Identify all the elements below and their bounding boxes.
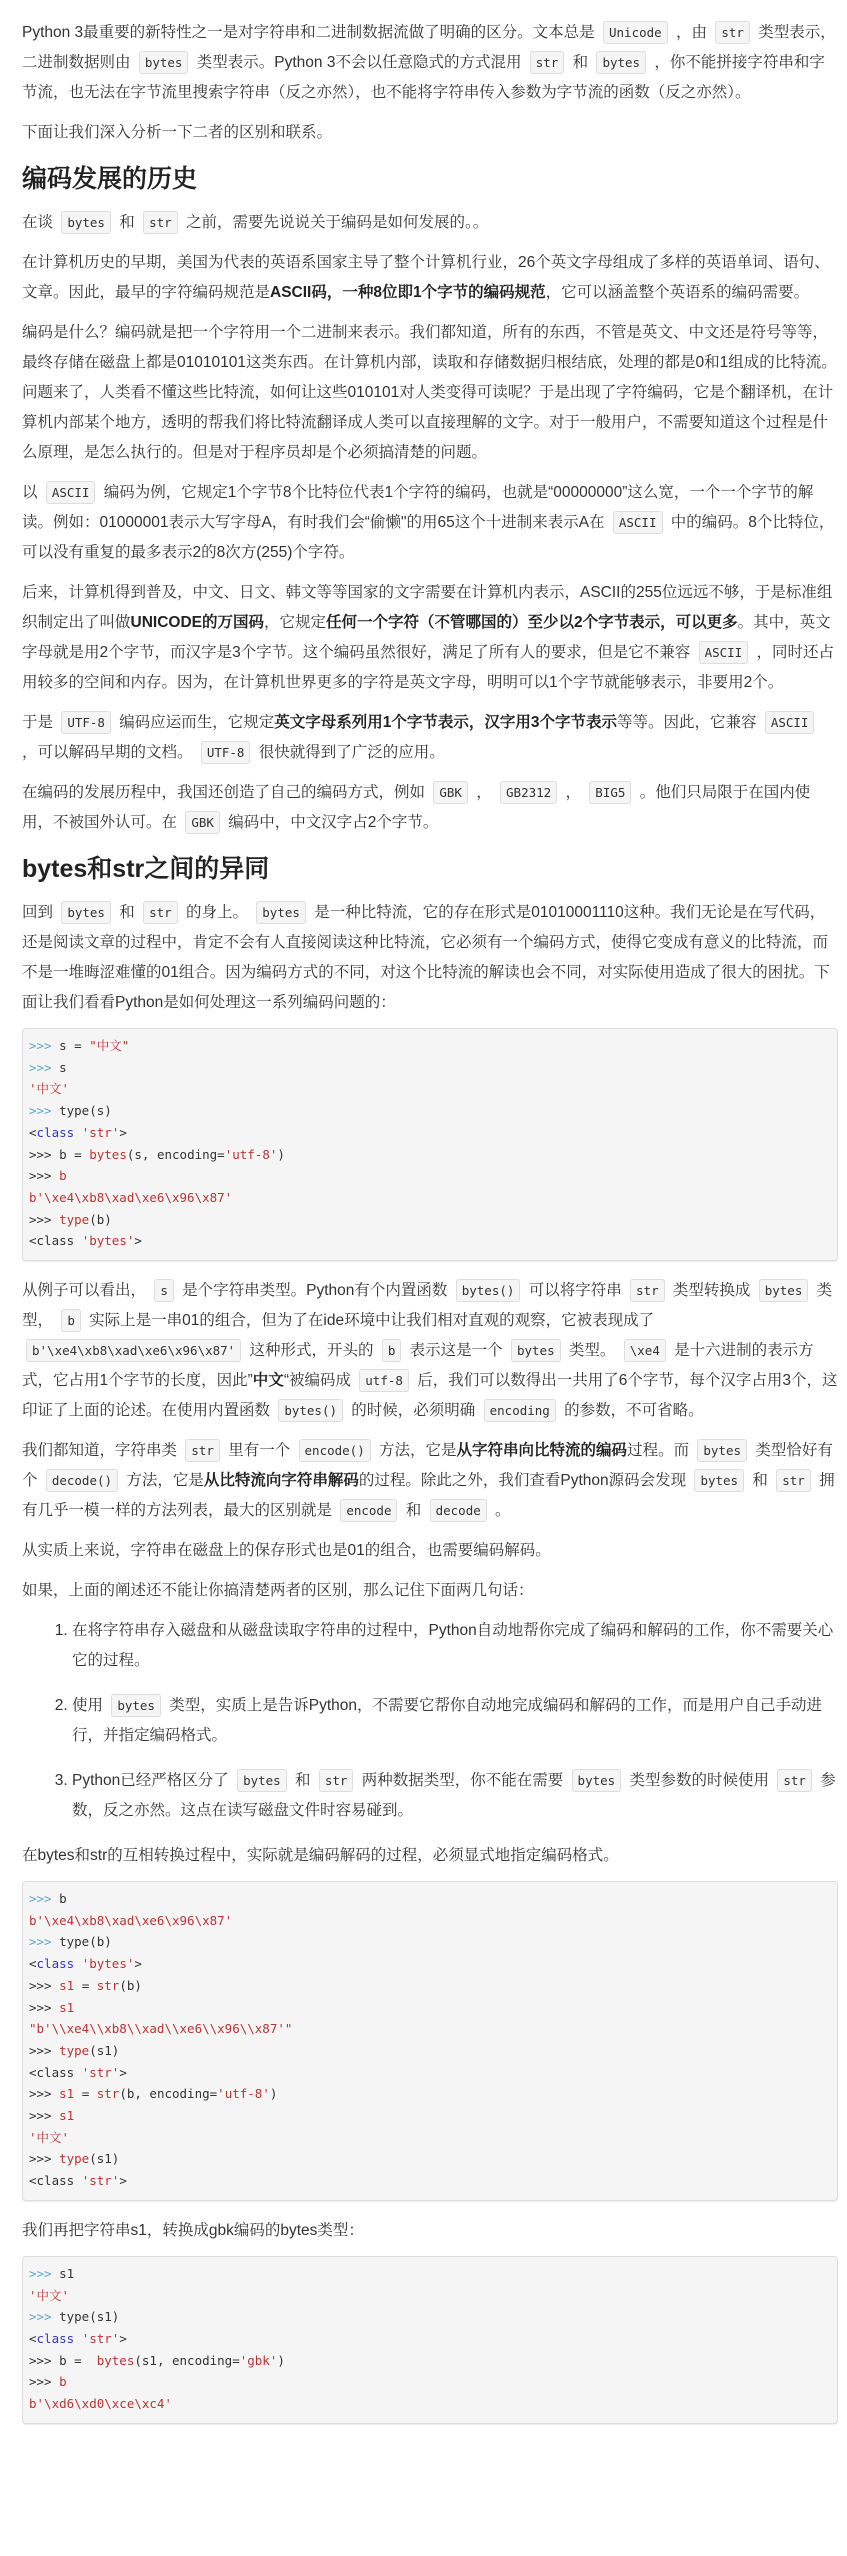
text-run: 表示这是一个 bbox=[405, 1342, 507, 1360]
text-run: 和 bbox=[114, 214, 140, 231]
text-run: 之前，需要先说说关于编码是如何发展的。。 bbox=[181, 214, 489, 231]
inline-code: str bbox=[630, 1279, 665, 1302]
code-line bbox=[29, 1144, 831, 1166]
code-token: s1 bbox=[59, 1999, 75, 2015]
paragraph bbox=[22, 1436, 838, 1526]
ordered-list bbox=[22, 1616, 838, 1826]
code-block bbox=[22, 1881, 838, 2201]
bold-text: 从字符串向比特流的编码 bbox=[456, 1442, 628, 1460]
code-token: > bbox=[119, 2064, 127, 2080]
text-run: 类型参数的时候使用 bbox=[625, 1772, 774, 1790]
code-token: >>> bbox=[29, 2086, 60, 2102]
inline-code: str bbox=[185, 1439, 220, 1462]
inline-code: bytes() bbox=[456, 1279, 521, 1302]
code-token: < bbox=[29, 1956, 37, 1972]
code-token bbox=[74, 1956, 82, 1971]
code-token: '中文' bbox=[29, 1081, 70, 1097]
text-run: 和 bbox=[290, 1772, 315, 1790]
code-token: >>> bbox=[29, 1934, 60, 1950]
text-run: 和 bbox=[748, 1472, 773, 1490]
text-run: 这种形式，开头的 bbox=[245, 1342, 378, 1360]
bold-text: 从比特流向字符串解码 bbox=[203, 1472, 359, 1490]
inline-code: bytes bbox=[697, 1439, 747, 1462]
inline-code: bytes bbox=[759, 1279, 809, 1302]
text-run: Python 3最重要的新特性之一是对字符串和二进制数据流做了明确的区分。文本总是 bbox=[22, 24, 599, 41]
inline-code: bytes bbox=[111, 1694, 161, 1717]
code-line bbox=[29, 1910, 831, 1932]
text-run: 编码应运而生，它规定 bbox=[114, 714, 275, 731]
code-token: type bbox=[59, 1211, 90, 1227]
text-run: 类型， bbox=[22, 1282, 833, 1330]
paragraph bbox=[22, 248, 838, 308]
code-token bbox=[74, 1125, 82, 1140]
code-line bbox=[29, 2285, 831, 2307]
text-run: 编码中，中文汉字占2个字节。 bbox=[223, 814, 439, 831]
code-line bbox=[29, 2170, 831, 2192]
inline-code: bytes bbox=[61, 901, 111, 924]
code-token: >>> bbox=[29, 1977, 60, 1993]
paragraph bbox=[22, 708, 838, 768]
code-line bbox=[29, 1078, 831, 1100]
inline-code: s bbox=[154, 1279, 174, 1302]
code-token: > bbox=[119, 1124, 127, 1140]
code-token: >>> bbox=[29, 2042, 60, 2058]
paragraph bbox=[22, 318, 838, 468]
code-line bbox=[29, 2105, 831, 2127]
code-token: ) bbox=[277, 2352, 285, 2368]
inline-code: ASCII bbox=[46, 481, 96, 504]
text-run: 如果，上面的阐述还不能让你搞清楚两者的区别，那么记住下面两几句话： bbox=[22, 1582, 534, 1600]
code-token: class bbox=[36, 1124, 75, 1140]
code-token: s bbox=[59, 1059, 67, 1075]
code-line bbox=[29, 2306, 831, 2328]
code-token: >>> bbox=[29, 1103, 60, 1119]
code-token: 'str' bbox=[81, 1124, 120, 1140]
paragraph bbox=[22, 1841, 838, 1871]
text-run: 类型转换成 bbox=[668, 1282, 755, 1300]
inline-code: ASCII bbox=[699, 641, 749, 664]
inline-code: ASCII bbox=[765, 711, 815, 734]
inline-code: bytes bbox=[572, 1769, 622, 1792]
code-token: str bbox=[96, 2086, 120, 2102]
code-block bbox=[22, 2256, 838, 2424]
inline-code: bytes bbox=[61, 211, 111, 234]
code-token: class bbox=[36, 2330, 75, 2346]
code-token: "中文" bbox=[89, 1038, 130, 1053]
code-token: b bbox=[59, 2374, 67, 2390]
code-token: >>> bbox=[29, 1059, 60, 1075]
code-token: b bbox=[59, 1168, 67, 1184]
code-token: >>> bbox=[29, 2108, 60, 2124]
text-run: 使用 bbox=[72, 1697, 108, 1715]
paragraph bbox=[22, 118, 838, 148]
code-line bbox=[29, 1187, 831, 1209]
code-token: 'str' bbox=[81, 2173, 120, 2189]
text-run: 类型表示。Python 3不会以任意隐式的方式混用 bbox=[192, 54, 526, 71]
code-token: > bbox=[119, 2330, 127, 2346]
inline-code: ASCII bbox=[613, 511, 663, 534]
text-run: Python已经严格区分了 bbox=[72, 1772, 234, 1790]
code-token: b bbox=[59, 1891, 67, 1907]
code-line bbox=[29, 1997, 831, 2019]
text-run: 类型。 bbox=[564, 1342, 620, 1360]
code-token: b'\xe4\xb8\xad\xe6\x96\x87' bbox=[29, 1912, 233, 1928]
inline-code: GBK bbox=[185, 811, 220, 834]
code-token: < bbox=[29, 1124, 37, 1140]
code-token: >>> bbox=[29, 1211, 60, 1227]
code-token: 'bytes' bbox=[81, 1956, 135, 1972]
inline-code: str bbox=[143, 901, 178, 924]
inline-code: str bbox=[530, 51, 565, 74]
inline-code: encode bbox=[340, 1499, 397, 1522]
code-line bbox=[29, 1230, 831, 1252]
text-run: 于是 bbox=[22, 714, 58, 731]
inline-code: bytes bbox=[694, 1469, 744, 1492]
code-token: > bbox=[119, 2173, 127, 2189]
text-run: 可以将字符串 bbox=[524, 1282, 627, 1300]
code-token: >>> bbox=[29, 1891, 60, 1907]
bold-text: UNICODE的万国码 bbox=[130, 614, 264, 631]
text-run: 编码为例，它规定1个字节8个比特位代表1个字符的编码，也就是“00000000”这么宽，一个一个字节的解读。例如：01000001表示大写字母A，有时我们会“偷懒"的用65这个十进制来表示A在 bbox=[22, 484, 814, 531]
code-token: 'str' bbox=[81, 2330, 120, 2346]
paragraph bbox=[22, 18, 838, 108]
code-token: 'bytes' bbox=[81, 1233, 135, 1249]
text-run: 回到 bbox=[22, 904, 58, 921]
code-token: type(b) bbox=[59, 1934, 112, 1950]
code-token: <class bbox=[29, 1233, 82, 1249]
code-token: s = bbox=[59, 1038, 90, 1053]
bold-text: 英文字母系列用1个字节表示，汉字用3个字节表示 bbox=[274, 714, 618, 731]
inline-code: Unicode bbox=[603, 21, 668, 44]
code-token: <class bbox=[29, 2173, 82, 2189]
inline-code: b bbox=[382, 1339, 402, 1362]
paragraph bbox=[22, 778, 838, 838]
code-block bbox=[22, 1028, 838, 1261]
text-run: 我们都知道，字符串类 bbox=[22, 1442, 182, 1460]
text-run: 在编码的发展历程中，我国还创造了自己的编码方式，例如 bbox=[22, 784, 430, 801]
text-run: 编码是什么？编码就是把一个字符用一个二进制来表示。我们都知道，所有的东西，不管是英文、中文还是符号等等，最终存储在磁盘上都是01010101这类东西。在计算机内部，读取和存储数据归根结底，处理的都是0和1组成的比特流。问题来了，人类看不懂这些比特流，如何让这些010101对人类变得可读呢？于是出现了字符编码，它是个翻译机，在计算机内部某个地方，透明的帮我们将比特流翻译成人类可以直接理解的文字。对于一般用户，不需要知道这个过程是什么原理，是怎么执行的。但是对于程序员却是个必须搞清楚的问题。 bbox=[22, 324, 837, 461]
code-token: ) bbox=[269, 2086, 278, 2102]
code-token: '中文' bbox=[29, 2287, 70, 2303]
code-line bbox=[29, 1165, 831, 1187]
text-run: ， bbox=[561, 784, 586, 801]
code-token: >>> b = bbox=[29, 1146, 90, 1162]
inline-code: decode() bbox=[46, 1469, 118, 1492]
code-line bbox=[29, 2263, 831, 2285]
code-line bbox=[29, 1209, 831, 1231]
inline-code: decode bbox=[430, 1499, 487, 1522]
paragraph bbox=[22, 478, 838, 568]
text-run: 是十六进制的表示方式，它占用1个字节的长度，因此” bbox=[22, 1342, 814, 1390]
paragraph bbox=[22, 2216, 838, 2246]
bold-text: ASCII码，一种8位即1个字节的编码规范 bbox=[270, 284, 546, 301]
text-run: 等等。因此，它兼容 bbox=[617, 714, 761, 731]
code-token: > bbox=[134, 1233, 142, 1249]
text-run: ，它可以涵盖整个英语系的编码需要。 bbox=[545, 284, 810, 301]
text-run: 在bytes和str的互相转换过程中，实际就是编码解码的过程，必须显式地指定编码格式。 bbox=[22, 1847, 619, 1865]
inline-code: b bbox=[61, 1309, 81, 1332]
inline-code: bytes bbox=[237, 1769, 287, 1792]
text-run: 的时候，必须明确 bbox=[347, 1402, 480, 1420]
code-line bbox=[29, 2083, 831, 2105]
text-run: ，你不能拼接字符串和字节流，也无法在字节流里搜索字符串（反之亦然），也不能将字符串传入参数为字节流的函数（反之亦然）。 bbox=[22, 54, 825, 101]
code-token: < bbox=[29, 2330, 37, 2346]
code-token: s1 bbox=[59, 2086, 75, 2102]
code-token: type(s) bbox=[59, 1103, 112, 1119]
code-token: bytes bbox=[96, 2352, 135, 2368]
code-token: (b, encoding= bbox=[119, 2086, 218, 2102]
text-run: 以 bbox=[22, 484, 42, 501]
text-run: 后，我们可以数得出一共用了6个字节，每个汉字占用3个，这印证了上面的论述。在使用内置函数 bbox=[22, 1372, 838, 1420]
code-line bbox=[29, 2393, 831, 2415]
text-run: ，由 bbox=[671, 24, 712, 41]
text-run: 两种数据类型，你不能在需要 bbox=[357, 1772, 568, 1790]
code-line bbox=[29, 2350, 831, 2372]
code-line bbox=[29, 2018, 831, 2040]
text-run: ， bbox=[471, 784, 497, 801]
code-line bbox=[29, 1931, 831, 1953]
text-run: 我们再把字符串s1，转换成gbk编码的bytes类型： bbox=[22, 2221, 364, 2239]
text-run: 过程。而 bbox=[627, 1442, 694, 1460]
list-item bbox=[72, 1616, 838, 1676]
text-run: 方法，它是 bbox=[374, 1442, 457, 1460]
code-token: b'\xe4\xb8\xad\xe6\x96\x87' bbox=[29, 1189, 233, 1205]
text-run: ，同时还占用较多的空间和内存。因为，在计算机世界更多的字符是英文字母，明明可以1个字节就能够表示，非要用2个。 bbox=[22, 644, 835, 691]
text-run: 。其中，英文字母就是用2个字节，而汉字是3个字节。这个编码虽然很好，满足了所有人的要求，但是它不兼容 bbox=[22, 614, 831, 661]
code-token: (s1, encoding= bbox=[134, 2352, 240, 2368]
text-run: 拥有几乎一模一样的方法列表，最大的区别就是 bbox=[22, 1472, 835, 1520]
code-token: 'utf-8' bbox=[224, 1146, 278, 1162]
text-run: ，它规定 bbox=[264, 614, 327, 631]
inline-code: GB2312 bbox=[500, 781, 557, 804]
code-line bbox=[29, 2148, 831, 2170]
text-run: 。他们只局限于在国内使用，不被国外认可。在 bbox=[22, 784, 811, 831]
paragraph bbox=[22, 578, 838, 698]
code-line bbox=[29, 1057, 831, 1079]
inline-code: bytes() bbox=[278, 1399, 343, 1422]
paragraph bbox=[22, 1536, 838, 1566]
text-run: 和 bbox=[401, 1502, 426, 1520]
text-run: 是个字符串类型。Python有个内置函数 bbox=[177, 1282, 452, 1300]
code-token bbox=[74, 2331, 82, 2346]
text-run: “被编码成 bbox=[283, 1372, 356, 1390]
paragraph bbox=[22, 898, 838, 1018]
code-line bbox=[29, 2127, 831, 2149]
inline-code: encoding bbox=[484, 1399, 556, 1422]
code-line bbox=[29, 2371, 831, 2393]
code-line bbox=[29, 2062, 831, 2084]
inline-code: UTF-8 bbox=[61, 711, 111, 734]
inline-code: b'\xe4\xb8\xad\xe6\x96\x87' bbox=[26, 1339, 241, 1362]
inline-code: str bbox=[319, 1769, 354, 1792]
code-token: type(s1) bbox=[59, 2309, 120, 2325]
inline-code: UTF-8 bbox=[201, 741, 251, 764]
text-run: 。 bbox=[490, 1502, 511, 1520]
inline-code: BIG5 bbox=[589, 781, 631, 804]
code-token: 'str' bbox=[81, 2064, 120, 2080]
code-token: str bbox=[96, 1977, 120, 1993]
text-run: 实际上是一串01的组合，但为了在ide环境中让我们相对直观的观察，它被表现成了 bbox=[84, 1312, 655, 1330]
paragraph bbox=[22, 1276, 838, 1426]
inline-code: str bbox=[715, 21, 750, 44]
inline-code: GBK bbox=[433, 781, 468, 804]
code-line bbox=[29, 1100, 831, 1122]
text-run: 在谈 bbox=[22, 214, 58, 231]
code-token: >>> bbox=[29, 1168, 60, 1184]
text-run: 类型恰好有个 bbox=[22, 1442, 833, 1490]
code-token: s1 bbox=[59, 2108, 75, 2124]
code-token: bytes bbox=[89, 1146, 127, 1162]
code-token: >>> bbox=[29, 2309, 60, 2325]
code-token: (b) bbox=[119, 1977, 142, 1993]
code-token: ) bbox=[277, 1146, 285, 1162]
list-item bbox=[72, 1691, 838, 1751]
bold-text: 任何一个字符（不管哪国的）至少以2个字节表示，可以更多 bbox=[326, 614, 738, 631]
inline-code: bytes bbox=[596, 51, 646, 74]
code-token: >>> bbox=[29, 2151, 60, 2167]
code-token: s1 bbox=[59, 2265, 75, 2281]
code-token: (s, encoding= bbox=[126, 1146, 225, 1162]
inline-code: str bbox=[776, 1469, 811, 1492]
text-run: 在将字符串存入磁盘和从磁盘读取字符串的过程中，Python自动地帮你完成了编码和解码的工作，你不需要关心它的过程。 bbox=[72, 1622, 834, 1670]
code-token: b'\xd6\xd0\xce\xc4' bbox=[29, 2396, 172, 2412]
text-run: 类型，实质上是告诉Python，不需要它帮你自动地完成编码和解码的工作，而是用户自己手动进行，并指定编码格式。 bbox=[72, 1697, 823, 1745]
code-token: > bbox=[134, 1956, 142, 1972]
code-line bbox=[29, 2040, 831, 2062]
paragraph bbox=[22, 208, 838, 238]
code-token: = bbox=[74, 1977, 97, 1993]
section-heading: bytes和str之间的异同 bbox=[22, 855, 270, 883]
code-line bbox=[29, 1035, 831, 1057]
code-line bbox=[29, 1975, 831, 1997]
code-token: "b'\\xe4\\xb8\\xad\\xe6\\x96\\x87'" bbox=[29, 2021, 293, 2037]
code-token: class bbox=[36, 1956, 75, 1972]
text-run: 参数，反之亦然。这点在读写磁盘文件时容易碰到。 bbox=[72, 1772, 836, 1820]
inline-code: str bbox=[777, 1769, 812, 1792]
text-run: 后来，计算机得到普及，中文、日文、韩文等等国家的文字需要在计算机内表示，ASCII的255位远远不够，于是标准组织制定出了叫做 bbox=[22, 584, 833, 631]
section-heading: 编码发展的历史 bbox=[22, 164, 198, 193]
text-run: 类型表示，二进制数据则由 bbox=[22, 24, 836, 71]
code-token: >>> bbox=[29, 2265, 60, 2281]
code-token: (b) bbox=[89, 1211, 112, 1227]
code-token: >>> bbox=[29, 1999, 60, 2015]
bold-text: 中文 bbox=[252, 1372, 284, 1390]
text-run: 下面让我们深入分析一下二者的区别和联系。 bbox=[22, 124, 333, 141]
text-run: 里有一个 bbox=[223, 1442, 295, 1460]
code-token: = bbox=[74, 2086, 97, 2102]
code-token: >>> b = bbox=[29, 2352, 97, 2368]
code-token: >>> bbox=[29, 2374, 60, 2390]
text-run: 是一种比特流，它的存在形式是01010001110这种。我们无论是在写代码，还是阅读文章的过程中，肯定不会有人直接阅读这种比特流，它必须有一个编码方式，使得它变成有意义的比特流，而不是一堆晦涩难懂的01组合。因为编码方式的不同，对这个比特流的解读也会不同，对实际使用造成了很大的困扰。下面让我们看看Python是如何处理这一系列编码问题的： bbox=[22, 904, 830, 1011]
code-token: <class bbox=[29, 2064, 82, 2080]
text-run: 从实质上来说，字符串在磁盘上的保存形式也是01的组合，也需要编码解码。 bbox=[22, 1542, 551, 1560]
text-run: 从例子可以看出， bbox=[22, 1282, 151, 1300]
list-item bbox=[72, 1766, 838, 1826]
text-run: 在计算机历史的早期，美国为代表的英语系国家主导了整个计算机行业，26个英文字母组成了多样的英语单词、语句、文章。因此，最早的字符编码规范是 bbox=[22, 254, 830, 301]
code-token: type bbox=[59, 2151, 90, 2167]
code-line bbox=[29, 2328, 831, 2350]
inline-code: bytes bbox=[139, 51, 189, 74]
code-token: 'gbk' bbox=[239, 2352, 278, 2368]
code-line bbox=[29, 1122, 831, 1144]
text-run: 方法，它是 bbox=[122, 1472, 204, 1490]
inline-code: utf-8 bbox=[359, 1369, 409, 1392]
inline-code: str bbox=[143, 211, 178, 234]
text-run: 的参数，不可省略。 bbox=[559, 1402, 704, 1420]
text-run: 和 bbox=[114, 904, 140, 921]
code-token: 'utf-8' bbox=[217, 2086, 270, 2102]
inline-code: bytes bbox=[256, 901, 306, 924]
code-token: (s1) bbox=[89, 2151, 120, 2167]
text-run: 的过程。除此之外，我们查看Python源码会发现 bbox=[358, 1472, 691, 1490]
inline-code: encode() bbox=[299, 1439, 371, 1462]
text-run: 很快就得到了广泛的应用。 bbox=[254, 744, 445, 761]
code-token: s1 bbox=[59, 1977, 75, 1993]
code-token: '中文' bbox=[29, 2129, 70, 2145]
code-token: >>> bbox=[29, 1038, 60, 1053]
inline-code: \xe4 bbox=[624, 1339, 666, 1362]
code-line bbox=[29, 1888, 831, 1910]
text-run: ，可以解码早期的文档。 bbox=[22, 744, 197, 761]
code-line bbox=[29, 1953, 831, 1975]
code-token: (s1) bbox=[89, 2042, 120, 2058]
paragraph bbox=[22, 1576, 838, 1606]
text-run: 的身上。 bbox=[181, 904, 253, 921]
inline-code: bytes bbox=[511, 1339, 561, 1362]
text-run: 和 bbox=[568, 54, 593, 71]
code-token: type bbox=[59, 2042, 90, 2058]
text-run: 中的编码。8个比特位，可以没有重复的最多表示2的8次方(255)个字符。 bbox=[22, 514, 835, 561]
